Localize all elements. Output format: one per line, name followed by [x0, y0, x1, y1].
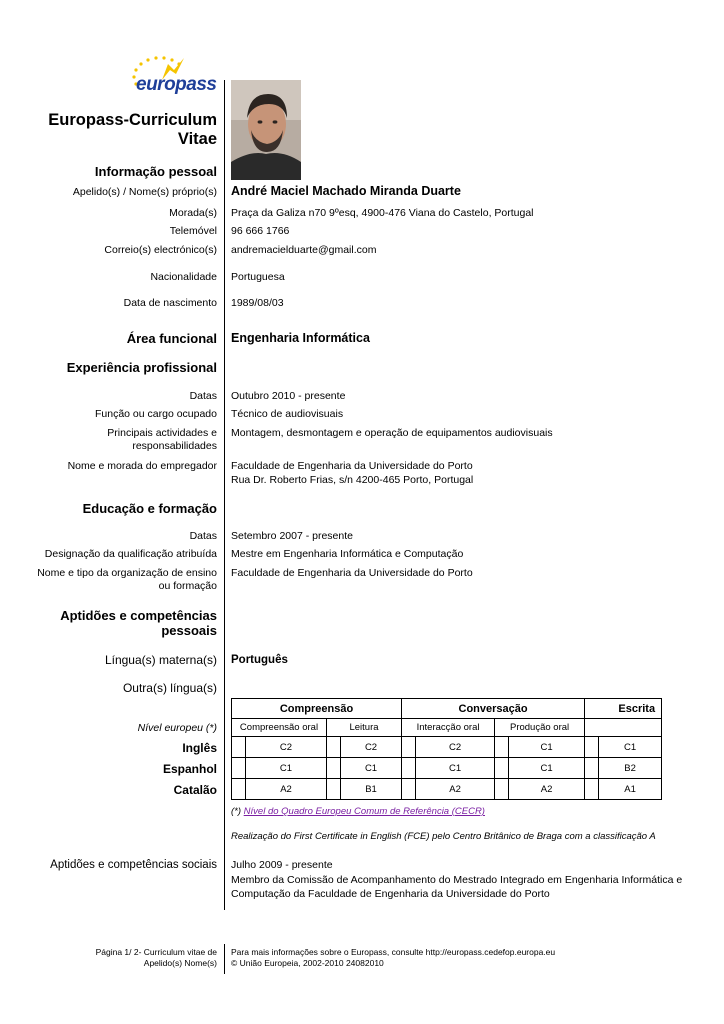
- header-comprehension: Compreensão: [232, 699, 402, 719]
- social-line1: Membro da Comissão de Acompanhamento do Mestrado Integrado em Engenharia Informática e: [231, 874, 683, 886]
- language-name-spanish: Espanhol: [162, 762, 217, 776]
- mother-tongue-label: Língua(s) materna(s): [104, 653, 217, 667]
- area-value: Engenharia Informática: [231, 331, 370, 345]
- level-cell: C1: [341, 758, 402, 779]
- edu-org-value: Faculdade de Engenharia da Universidade do Porto: [231, 567, 473, 579]
- section-personal-info: Informação pessoal: [94, 164, 217, 179]
- level-cell: B1: [341, 779, 402, 800]
- birth-label: Data de nascimento: [123, 297, 217, 309]
- other-languages-label: Outra(s) língua(s): [122, 681, 217, 695]
- social-line2: Computação da Faculdade de Engenharia da Universidade do Porto: [231, 888, 550, 900]
- table-row: [232, 758, 662, 779]
- level-label: Nível europeu (*): [137, 722, 217, 734]
- mobile-value: 96 666 1766: [231, 225, 290, 237]
- footer-right: [231, 947, 555, 969]
- area-label: Área funcional: [126, 331, 217, 346]
- column-divider: [224, 80, 225, 910]
- exp-role-label: Função ou cargo ocupado: [94, 408, 217, 420]
- sub-interaction: Interacção oral: [402, 719, 495, 737]
- exp-dates-value: Outubro 2010 - presente: [231, 390, 346, 402]
- header-writing: Escrita: [585, 699, 662, 719]
- profile-photo: [231, 80, 301, 180]
- level-cell: A2: [509, 779, 585, 800]
- footer-copyright: © União Europeia, 2002-2010 24082010: [231, 958, 384, 968]
- full-name: André Maciel Machado Miranda Duarte: [231, 184, 461, 198]
- logo-text: europass: [136, 74, 217, 95]
- language-levels-table: [231, 698, 662, 800]
- section-skills: Aptidões e competências pessoais: [60, 608, 217, 638]
- nationality-value: Portuguesa: [231, 271, 285, 283]
- mobile-label: Telemóvel: [169, 225, 217, 237]
- edu-qual-label: Designação da qualificação atribuída: [44, 548, 217, 560]
- edu-dates-label: Datas: [189, 530, 217, 542]
- table-row: [232, 779, 662, 800]
- level-cell: B2: [599, 758, 662, 779]
- name-label: Apelido(s) / Nome(s) próprio(s): [72, 186, 217, 198]
- footer-divider: [224, 944, 225, 974]
- language-name-english: Inglês: [182, 741, 217, 755]
- footer-names: Apelido(s) Nome(s): [143, 958, 217, 968]
- level-cell: A2: [416, 779, 495, 800]
- level-cell: C2: [416, 737, 495, 758]
- email-label: Correio(s) electrónico(s): [104, 244, 217, 256]
- nationality-label: Nacionalidade: [150, 271, 217, 283]
- cv-title: Europass-Curriculum Vitae: [48, 111, 217, 148]
- footer-europass-info: Para mais informações sobre o Europass, consulte http://europass.cedefop.europa.eu: [231, 947, 556, 957]
- exp-employer-line2: Rua Dr. Roberto Frias, s/n 4200-465 Porto, Portugal: [231, 474, 474, 486]
- exp-dates-label: Datas: [189, 390, 217, 402]
- level-cell: C1: [509, 737, 585, 758]
- section-education: Educação e formação: [82, 501, 217, 516]
- cecr-prefix: (*): [231, 806, 244, 817]
- sub-reading: Leitura: [327, 719, 402, 737]
- sub-listening: Compreensão oral: [232, 719, 327, 737]
- exp-employer-line1: Faculdade de Engenharia da Universidade do Porto: [231, 460, 473, 472]
- level-cell: C2: [246, 737, 327, 758]
- exp-role-value: Técnico de audiovisuais: [231, 408, 344, 420]
- footer-left: [96, 947, 217, 969]
- level-cell: C1: [599, 737, 662, 758]
- cecr-note: [231, 805, 485, 818]
- fce-note: Realização do First Certificate in English (FCE) pelo Centro Britânico de Braga com a classificação A: [231, 831, 656, 842]
- exp-employer-label: Nome e morada do empregador: [67, 460, 217, 472]
- edu-org-label: Nome e tipo da organização de ensino ou formação: [37, 567, 217, 592]
- footer-page-info: Página 1/ 2- Curriculum vitae de: [95, 947, 217, 957]
- level-cell: C1: [246, 758, 327, 779]
- level-cell: C2: [341, 737, 402, 758]
- section-experience: Experiência profissional: [66, 360, 217, 375]
- table-row: [232, 737, 662, 758]
- sub-writing: [585, 719, 662, 737]
- level-cell: C1: [509, 758, 585, 779]
- cecr-link[interactable]: Nível do Quadro Europeu Comum de Referência (CECR): [243, 806, 485, 817]
- edu-qual-value: Mestre em Engenharia Informática e Computação: [231, 548, 464, 560]
- exp-duties-value: Montagem, desmontagem e operação de equipamentos audiovisuais: [231, 427, 553, 439]
- birth-value: 1989/08/03: [231, 297, 284, 309]
- level-cell: A1: [599, 779, 662, 800]
- level-cell: A2: [246, 779, 327, 800]
- mother-tongue-value: Português: [231, 654, 288, 666]
- header-conversation: Conversação: [402, 699, 585, 719]
- exp-duties-label: Principais actividades e responsabilidades: [107, 427, 217, 452]
- email-value: andremacielduarte@gmail.com: [231, 244, 377, 256]
- social-skills-label: Aptidões e competências sociais: [50, 859, 217, 871]
- europass-logo: [122, 50, 218, 102]
- language-name-catalan: Catalão: [173, 783, 217, 797]
- address-value: Praça da Galiza n70 9ºesq, 4900-476 Viana do Castelo, Portugal: [231, 207, 534, 219]
- edu-dates-value: Setembro 2007 - presente: [231, 530, 353, 542]
- address-label: Morada(s): [169, 207, 217, 219]
- level-cell: C1: [416, 758, 495, 779]
- social-dates: Julho 2009 - presente: [231, 859, 333, 871]
- sub-production: Produção oral: [495, 719, 585, 737]
